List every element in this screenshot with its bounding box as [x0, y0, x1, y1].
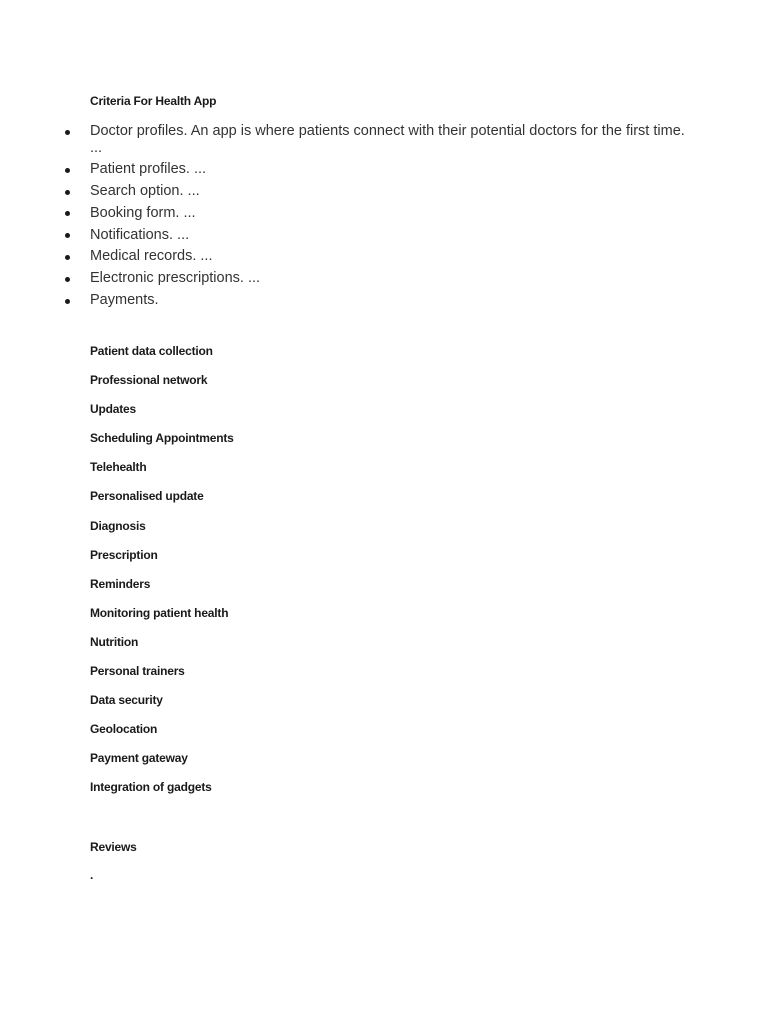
bullet-text: Medical records. ... [90, 248, 213, 265]
bullet-item [0, 227, 768, 244]
feature-item: Patient data collection [90, 344, 213, 358]
feature-item: Diagnosis [90, 518, 146, 533]
bullet-item [0, 205, 768, 222]
feature-item: Payment gateway [90, 751, 188, 766]
bullet-text: Search option. ... [90, 183, 200, 200]
trailing-period: . [90, 868, 94, 882]
feature-item: Integration of gadgets [90, 780, 212, 795]
feature-item: Prescription [90, 547, 158, 562]
bullet-text: Doctor profiles. An app is where patients connect with their potential doctors for the first time. ... [90, 123, 685, 156]
bullet-icon [65, 255, 70, 260]
bullet-item [0, 123, 768, 156]
feature-item: Reminders [90, 576, 151, 591]
feature-item: Professional network [90, 373, 208, 388]
reviews-heading: Reviews [90, 840, 137, 854]
feature-item: Scheduling Appointments [90, 431, 234, 446]
bullet-icon [65, 168, 70, 173]
bullet-icon [65, 130, 70, 135]
feature-item: Telehealth [90, 460, 147, 475]
bullet-text: Booking form. ... [90, 204, 196, 221]
feature-item: Geolocation [90, 722, 158, 737]
bullet-item [0, 183, 768, 200]
bullet-icon [65, 277, 70, 282]
bullet-item [0, 270, 768, 287]
bullet-icon [65, 211, 70, 216]
feature-item: Updates [90, 402, 136, 417]
bullet-icon [65, 233, 70, 238]
bullet-icon [65, 299, 70, 304]
bullet-item [0, 292, 768, 309]
feature-list [90, 342, 234, 808]
bullet-text: Notifications. ... [90, 226, 190, 243]
page-title: Criteria For Health App [90, 94, 217, 108]
feature-item: Nutrition [90, 634, 139, 649]
bullet-icon [65, 190, 70, 195]
bullet-item [0, 161, 768, 178]
bullet-item [0, 248, 768, 265]
bullet-text: Electronic prescriptions. ... [90, 270, 261, 287]
bullet-text: Payments. [90, 292, 159, 309]
feature-item: Monitoring patient health [90, 605, 229, 620]
feature-item: Personal trainers [90, 664, 185, 679]
feature-item: Data security [90, 693, 163, 708]
bullet-text: Patient profiles. ... [90, 161, 207, 178]
criteria-bullet-list [0, 123, 768, 314]
feature-item: Personalised update [90, 489, 204, 504]
